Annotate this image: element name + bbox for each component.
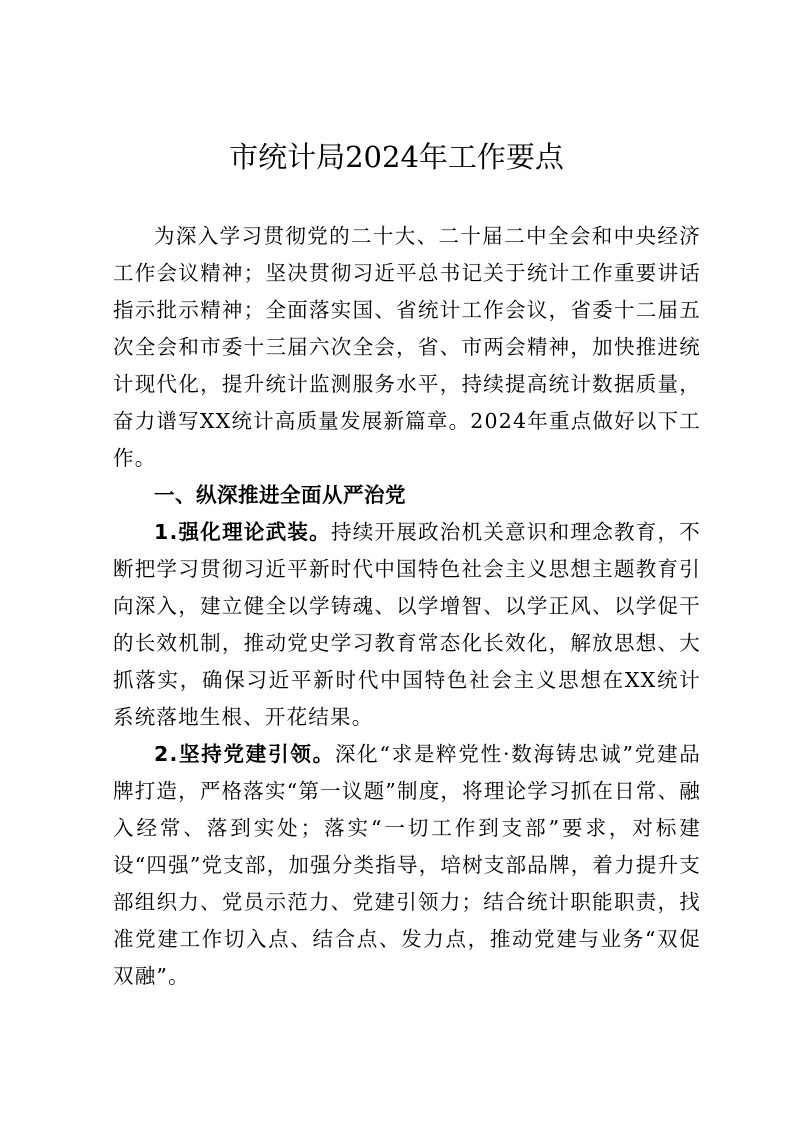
item-1-lead: 1.强化理论武装。 [154,520,331,544]
item-2-paragraph [113,736,701,995]
intro-paragraph: 为深入学习贯彻党的二十大、二十届二中全会和中央经济工作会议精神；坚决贯彻习近平总书记关于统计工作重要讲话指示批示精神；全面落实国、省统计工作会议，省委十二届五次全会和市委十三届六次全会，省、市两会精神，加快推进统计现代化，提升统计监测服务水平，持续提高统计数据质量，奋力谱写XX统计高质量发展新篇章。2024年重点做好以下工作。 [113,224,701,470]
item-1-text: 持续开展政治机关意识和理念教育，不断把学习贯彻习近平新时代中国特色社会主义思想主题教育引向深入，建立健全以学铸魂、以学增智、以学正风、以学促干的长效机制，推动党史学习教育常态化长效化，解放思想、大抓落实，确保习近平新时代中国特色社会主义思想在XX统计系统落地生根、开花结果。 [113,520,701,729]
section-heading: 一、纵深推进全面从严治党 [154,483,406,507]
item-2-text: 深化“求是粹党性·数海铸忠诚”党建品牌打造，严格落实“第一议题”制度，将理论学习抓在日常、融入经常、落到实处；落实“一切工作到支部”要求，对标建设“四强”党支部，加强分类指导，培树支部品牌，着力提升支部组织力、党员示范力、党建引领力；结合统计职能职责，找准党建工作切入点、结合点、发力点，推动党建与业务“双促双融”。 [113,742,701,988]
document-body [113,218,701,995]
item-2-lead: 2.坚持党建引领。 [154,742,335,766]
document-title: 市统计局2024年工作要点 [229,140,564,174]
item-1-paragraph [113,514,701,736]
